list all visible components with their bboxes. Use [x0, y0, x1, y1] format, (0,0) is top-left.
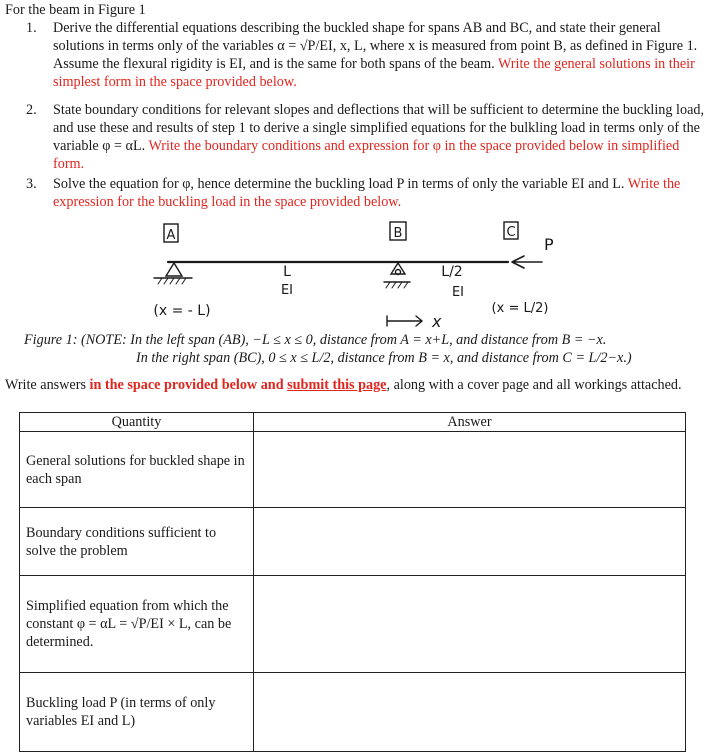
question-1-text: Derive the differential equations describing the buckled shape for spans AB and BC, and state their general solutions in terms only of the variables α = √P/EI, x, L, where x is measured from point B, as defined in Figure 1. Assume the flexural rigidity is EI, and is the same for both spans of the beam.: [53, 20, 698, 72]
label-a: A: [166, 228, 176, 243]
answer-table: [19, 412, 686, 752]
beam-figure: [140, 212, 580, 332]
span-bc-rigidity: EI: [451, 285, 465, 300]
answer-cell[interactable]: [254, 673, 686, 752]
x-at-c-label: (x = L/2): [491, 301, 549, 316]
span-ab-rigidity: EI: [280, 283, 294, 298]
table-row: [20, 432, 686, 508]
header-quantity: Quantity: [20, 413, 254, 432]
quantity-cell: Simplified equation from which the constant φ = αL = √P/EI × L, can be determined.: [20, 576, 254, 673]
answer-cell[interactable]: [254, 508, 686, 576]
pin-support-b-icon: [391, 263, 405, 274]
table-row: [20, 673, 686, 752]
answer-cell[interactable]: [254, 576, 686, 673]
load-label: P: [544, 235, 554, 254]
load-arrow-icon: [512, 256, 542, 268]
instructions-emphasis: in the space provided below and: [89, 377, 288, 393]
question-1: [53, 19, 708, 91]
question-2-text: State boundary conditions for relevant slopes and deflections that will be sufficient to determine the buckling load, and use these and results of step 1 to derive a single simplified equations for the bulkling load in terms only of the variable φ = αL.: [53, 102, 705, 154]
header-answer: Answer: [254, 413, 686, 432]
question-2-number: 2.: [26, 102, 37, 118]
intro-text: For the beam in Figure 1: [5, 2, 146, 18]
label-c: C: [506, 225, 516, 240]
question-3-text: Solve the equation for φ, hence determine the buckling load P in terms of only the variable EI and L.: [53, 176, 625, 192]
instructions-submit-link: submit this page: [287, 377, 387, 393]
quantity-cell: Buckling load P (in terms of only variables EI and L): [20, 673, 254, 752]
quantity-cell: General solutions for buckled shape in each span: [20, 432, 254, 508]
question-3-instruction: Write the expression for the buckling load in the space provided below.: [53, 176, 681, 210]
figure-caption-line-2: In the right span (BC), 0 ≤ x ≤ L/2, distance from B = x, and distance from C = L/2−x.): [136, 350, 632, 366]
question-1-instruction: Write the general solutions in their simplest form in the space provided below.: [53, 56, 695, 90]
x-axis-arrow-icon: [387, 316, 422, 326]
x-at-a-label: (x = - L): [153, 303, 211, 319]
question-1-number: 1.: [26, 20, 37, 36]
label-b: B: [393, 226, 403, 241]
question-2: [53, 101, 708, 173]
span-ab-length: L: [283, 264, 291, 280]
figure-caption-line-1: Figure 1: (NOTE: In the left span (AB), −L ≤ x ≤ 0, distance from A = x+L, and distance from B = −x.: [24, 332, 607, 348]
pin-support-a-icon: [166, 263, 182, 276]
x-axis-label: x: [432, 312, 442, 331]
table-row: [20, 508, 686, 576]
instructions-post: , along with a cover page and all workings attached.: [386, 377, 682, 393]
table-row: [20, 576, 686, 673]
span-bc-length: L/2: [441, 264, 463, 280]
instructions-pre: Write answers: [5, 377, 90, 393]
question-3-number: 3.: [26, 176, 37, 192]
submission-instructions: [5, 376, 695, 394]
quantity-cell: Boundary conditions sufficient to solve the problem: [20, 508, 254, 576]
question-2-instruction: Write the boundary conditions and expression for φ in the space provided below in simplified form.: [53, 138, 680, 172]
question-3: [53, 175, 708, 211]
answer-cell[interactable]: [254, 432, 686, 508]
